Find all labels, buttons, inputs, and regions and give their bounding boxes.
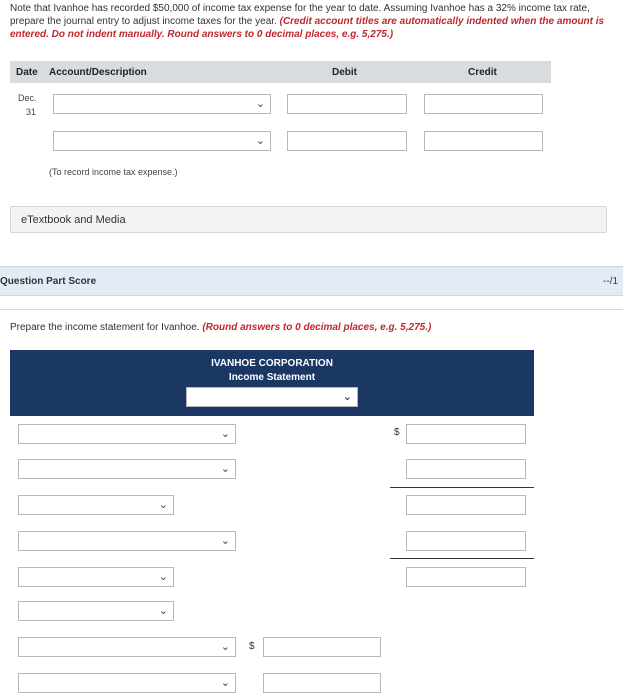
- period-select[interactable]: [186, 387, 358, 407]
- debit-input[interactable]: [287, 131, 407, 151]
- credit-header: Credit: [468, 67, 497, 78]
- line-item-select[interactable]: [18, 567, 174, 587]
- instructions-note: (Credit account titles are automatically indented when the amount is entered. Do not indent manually. Round answers to 0 decimal places, e.g. 5,275.): [10, 16, 605, 40]
- instructions-text: Note that Ivanhoe has recorded $50,000 of income tax expense for the year to date. Assuming Ivanhoe has a 32% income tax rate, prepare the journal entry to adjust income taxes for the year.: [10, 3, 590, 27]
- amount-input[interactable]: [406, 495, 526, 515]
- journal-memo: (To record income tax expense.): [49, 167, 178, 177]
- line-item-select[interactable]: [18, 673, 236, 693]
- statement-title: Income Statement: [228, 372, 316, 383]
- etextbook-link[interactable]: [10, 206, 607, 233]
- income-prompt-text: Prepare the income statement for Ivanhoe.: [10, 322, 200, 333]
- line-item-select[interactable]: [18, 637, 236, 657]
- chevron-down-icon: ⌄: [220, 676, 230, 689]
- company-name: IVANHOE CORPORATION: [211, 358, 333, 369]
- line-item-select[interactable]: [18, 601, 174, 621]
- amount-input[interactable]: [263, 637, 381, 657]
- question-part-label: Question Part Score: [0, 276, 97, 287]
- chevron-down-icon: ⌄: [220, 640, 230, 653]
- credit-input[interactable]: [424, 131, 543, 151]
- etextbook-label: eTextbook and Media: [21, 214, 126, 226]
- chevron-down-icon: ⌄: [255, 134, 265, 147]
- amount-input[interactable]: [406, 459, 526, 479]
- question-part-score-bar: [0, 266, 623, 296]
- chevron-down-icon: ⌄: [220, 462, 230, 475]
- amount-input[interactable]: [406, 567, 526, 587]
- line-item-select[interactable]: [18, 495, 174, 515]
- account-select[interactable]: [53, 131, 271, 151]
- dollar-sign: $: [249, 641, 255, 652]
- income-instruction: (Round answers to 0 decimal places, e.g. 5,275.): [202, 322, 432, 333]
- line-item-select[interactable]: [18, 531, 236, 551]
- account-header: Account/Description: [49, 67, 147, 78]
- chevron-down-icon: ⌄: [255, 97, 265, 110]
- chevron-down-icon: ⌄: [220, 427, 230, 440]
- credit-input[interactable]: [424, 94, 543, 114]
- subtotal-rule: [390, 558, 534, 559]
- account-select[interactable]: [53, 94, 271, 114]
- debit-header: Debit: [332, 67, 357, 78]
- chevron-down-icon: ⌄: [220, 534, 230, 547]
- income-prompt: [10, 322, 431, 333]
- instructions: [10, 2, 618, 41]
- amount-input[interactable]: [406, 424, 526, 444]
- divider: [0, 309, 623, 310]
- line-item-select[interactable]: [18, 424, 236, 444]
- question-part-score: --/1: [603, 276, 618, 287]
- chevron-down-icon: ⌄: [158, 604, 168, 617]
- date-day: 31: [26, 107, 37, 117]
- date-header: Date: [16, 67, 38, 78]
- statement-header: [10, 350, 534, 416]
- journal-header: [10, 61, 551, 83]
- debit-input[interactable]: [287, 94, 407, 114]
- chevron-down-icon: ⌄: [342, 390, 352, 403]
- chevron-down-icon: ⌄: [158, 570, 168, 583]
- line-item-select[interactable]: [18, 459, 236, 479]
- subtotal-rule: [390, 487, 534, 488]
- dollar-sign: $: [394, 427, 400, 438]
- chevron-down-icon: ⌄: [158, 498, 168, 511]
- amount-input[interactable]: [263, 673, 381, 693]
- amount-input[interactable]: [406, 531, 526, 551]
- date-month: Dec.: [18, 93, 37, 103]
